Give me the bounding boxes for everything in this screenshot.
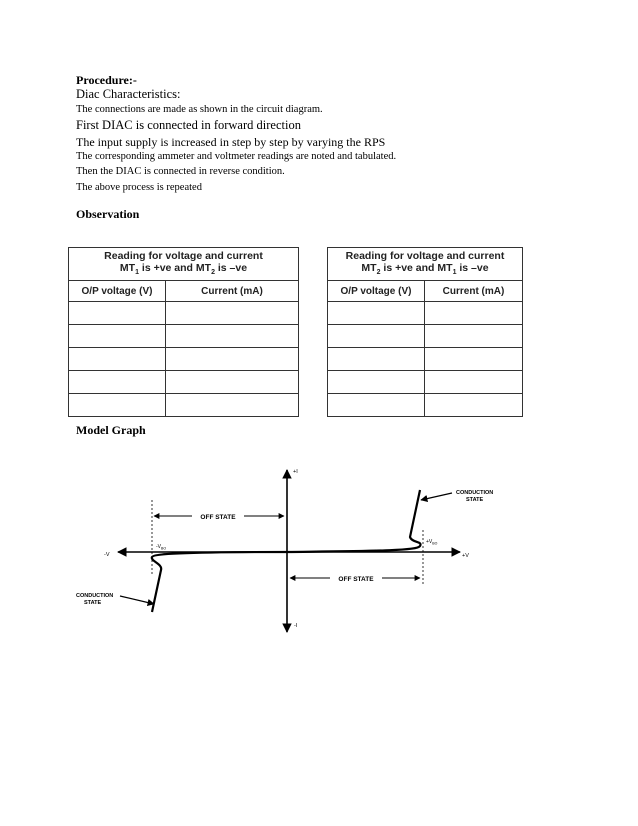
column-header-voltage: O/P voltage (V)	[328, 281, 425, 302]
table-title-line1: Reading for voltage and current	[345, 250, 505, 263]
procedure-line: First DIAC is connected in forward direction	[76, 118, 301, 132]
observation-heading: Observation	[76, 207, 140, 221]
conduction-label-upper-1: CONDUCTION	[456, 490, 494, 496]
procedure-line: The above process is repeated	[76, 182, 202, 193]
model-graph-heading: Model Graph	[76, 423, 146, 437]
pos-vbo-label: $+V_{BO}$	[426, 539, 438, 546]
conduction-pointer-lower	[120, 596, 154, 604]
characteristic-curve	[152, 490, 421, 612]
procedure-heading: Procedure:-	[76, 73, 137, 87]
conduction-label-lower-2: STATE	[84, 600, 102, 606]
column-header-current: Current (mA)	[166, 281, 299, 302]
plus-v-label: +V	[462, 553, 469, 559]
column-header-current: Current (mA)	[425, 281, 523, 302]
conduction-label-lower-1: CONDUCTION	[76, 593, 114, 599]
conduction-pointer-upper	[421, 493, 452, 500]
column-header-voltage: O/P voltage (V)	[69, 281, 166, 302]
table-title-line2: $MT_2$ is +ve and $MT_1$ is –ve	[361, 262, 489, 277]
off-state-label-upper: OFF STATE	[200, 514, 236, 521]
minus-v-label: -V	[104, 552, 110, 558]
procedure-line: The corresponding ammeter and voltmeter readings are noted and tabulated.	[76, 151, 397, 162]
procedure-line: The connections are made as shown in the circuit diagram.	[76, 104, 323, 115]
table-title-line2: $MT_1$ is +ve and $MT_2$ is –ve	[119, 262, 248, 277]
minus-i-label: -I	[294, 623, 298, 629]
off-state-label-lower: OFF STATE	[338, 576, 374, 583]
procedure-line: The input supply is increased in step by step by varying the RPS	[76, 135, 386, 149]
procedure-line: Diac Characteristics:	[76, 87, 181, 101]
plus-i-label: +I	[293, 469, 298, 475]
table-title-line1: Reading for voltage and current	[104, 250, 263, 263]
procedure-line: Then the DIAC is connected in reverse condition.	[76, 166, 285, 177]
neg-vbo-label: $-V_{BO}$	[156, 544, 167, 551]
conduction-label-upper-2: STATE	[466, 497, 484, 503]
